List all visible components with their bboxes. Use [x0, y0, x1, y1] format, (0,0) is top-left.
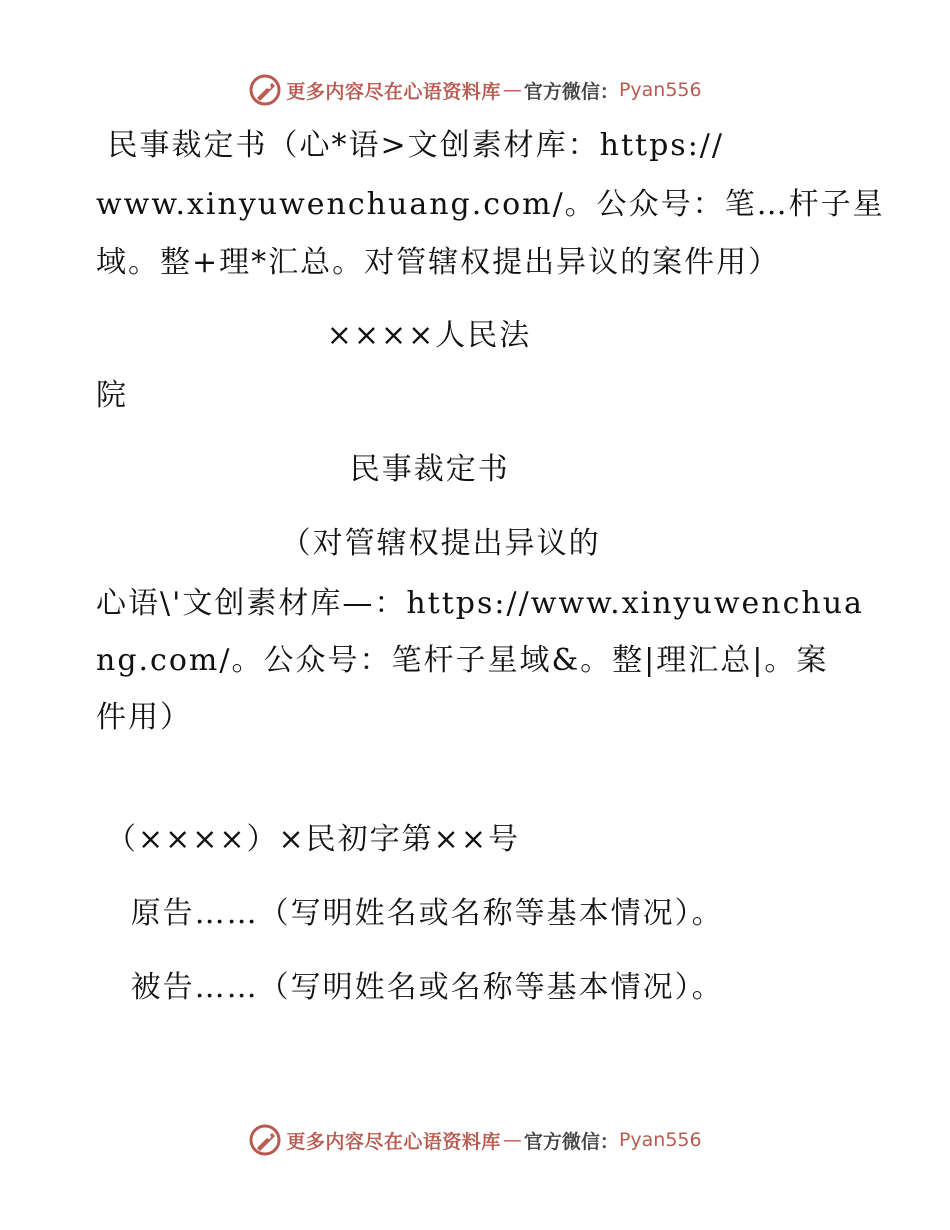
doc-line: （对管辖权提出异议的	[96, 526, 601, 561]
doc-line: www.xinyuwenchuang.com/。公众号：笔…杆子星	[96, 187, 885, 222]
watermark-banner-bottom	[0, 1122, 950, 1158]
watermark-wechat-label: 官方微信：	[523, 80, 619, 103]
watermark-separator: —	[502, 79, 522, 101]
watermark-text: 更多内容尽在心语资料库	[286, 80, 501, 103]
pen-logo-icon	[248, 1123, 282, 1157]
doc-line: 民事裁定书（心*语>文创素材库：https://	[96, 128, 725, 163]
case-number: （××××）×民初字第××号	[106, 822, 520, 857]
doc-line: 院	[96, 378, 128, 413]
doc-line: 心语\'文创素材库—：https://www.xinyuwenchua	[96, 586, 864, 621]
doc-line: 件用）	[96, 700, 192, 735]
watermark-wechat-label: 官方微信：	[523, 1130, 619, 1153]
defendant-line: 被告……（写明姓名或名称等基本情况）。	[96, 970, 724, 1005]
pen-logo-icon	[248, 73, 282, 107]
watermark-wechat-id: Pyan556	[618, 1129, 702, 1151]
watermark-text: 更多内容尽在心语资料库	[286, 1130, 501, 1153]
doc-line: 域。整+理*汇总。对管辖权提出异议的案件用）	[96, 245, 781, 280]
watermark-wechat-id: Pyan556	[618, 79, 702, 101]
doc-title: 民事裁定书	[96, 452, 510, 487]
plaintiff-line: 原告……（写明姓名或名称等基本情况）。	[96, 896, 724, 931]
doc-line: ng.com/。公众号：笔杆子星域&。整|理汇总|。案	[96, 643, 829, 678]
watermark-banner-top	[0, 72, 950, 108]
doc-line: ××××人民法	[96, 318, 532, 353]
watermark-separator: —	[502, 1129, 522, 1151]
